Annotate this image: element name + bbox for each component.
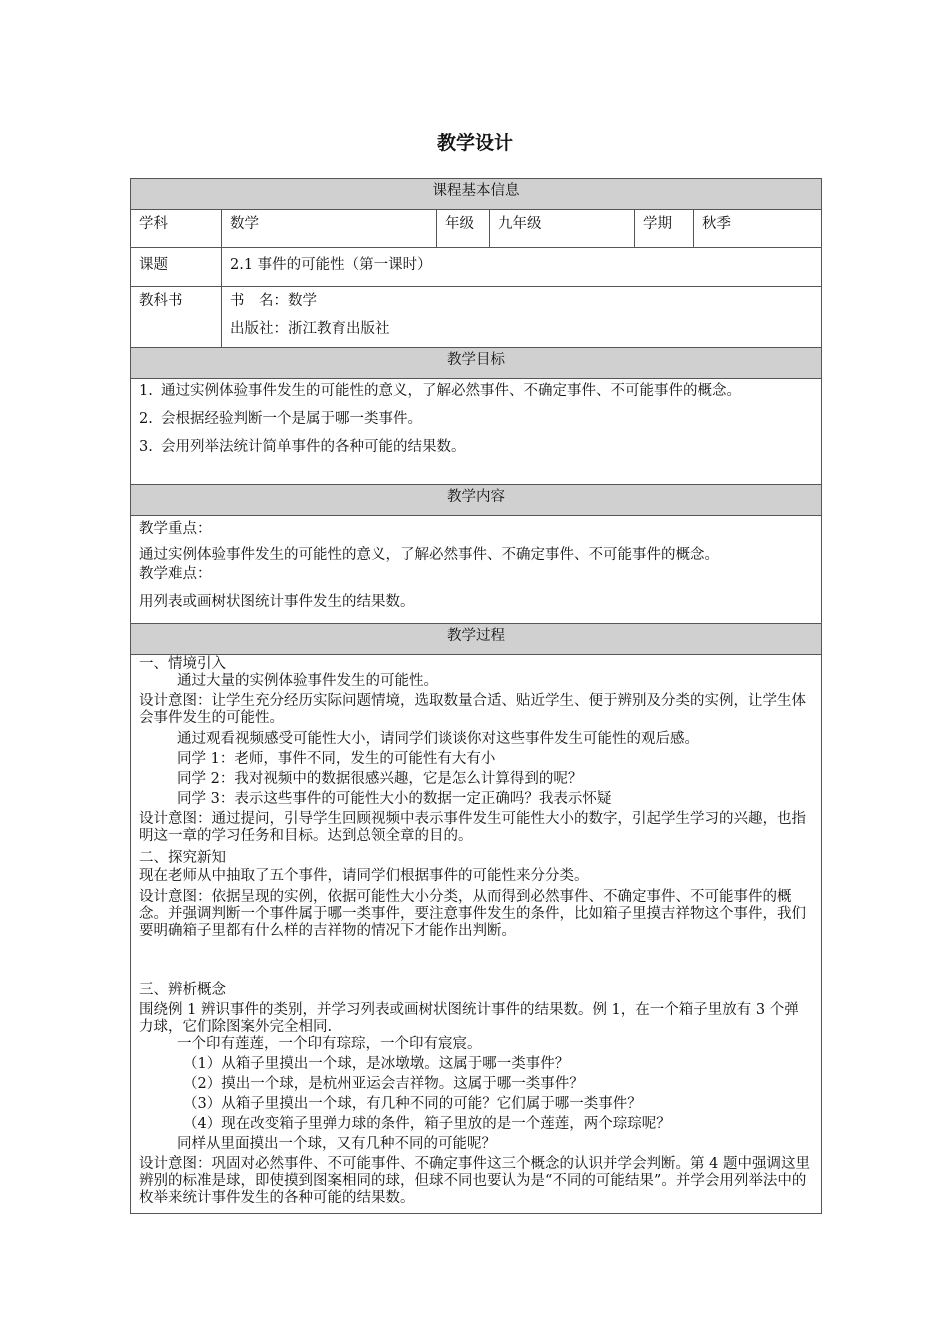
section-title: 三、辨析概念 [139, 982, 226, 998]
paragraph: 围绕例 1 辨识事件的类别，并学习列表或画树状图统计事件的结果数。例 1，在一个箱子里放有 3 个弹力球，它们除图案外完全相同. [139, 1002, 799, 1035]
dialogue-line: 同学 3：表示这些事件的可能性大小的数据一定正确吗？我表示怀疑 [177, 791, 612, 807]
design-intent: 设计意图：通过提问，引导学生回顾视频中表示事件发生可能性大小的数字，引起学生学习的兴趣，也指明这一章的学习任务和目标。达到总领全章的目的。 [139, 811, 806, 844]
difficulty-label: 教学难点： [139, 566, 212, 582]
paragraph: 同样从里面摸出一个球，又有几种不同的可能呢？ [177, 1136, 496, 1152]
objective-item: 3. 会用列举法统计简单事件的各种可能的结果数。 [139, 439, 466, 455]
design-intent: 设计意图：巩固对必然事件、不可能事件、不确定事件这三个概念的认识并学会判断。第 4 题中强调这里辨别的标准是球，即使摸到图案相同的球，但球不同也要认为是“不同的可能结果”。并学会用列举法中的枚举来统计事件发生的各种可能的结果数。 [139, 1156, 810, 1206]
paragraph: 通过观看视频感受可能性大小，请同学们谈谈你对这些事件发生可能性的观后感。 [177, 731, 699, 747]
content-body [131, 516, 822, 624]
textbook-publisher: 出版社：浙江教育出版社 [230, 321, 390, 337]
paragraph: 通过大量的实例体验事件发生的可能性。 [177, 673, 438, 689]
content-header: 教学内容 [131, 485, 822, 516]
term-label: 学期 [635, 210, 694, 248]
section-title: 二、探究新知 [139, 850, 226, 866]
section-title: 一、情境引入 [139, 656, 226, 672]
process-header: 教学过程 [131, 624, 822, 655]
key-point-label: 教学重点： [139, 521, 212, 537]
objectives-header: 教学目标 [131, 348, 822, 379]
topic-label: 课题 [131, 248, 222, 287]
lesson-plan-table [130, 178, 822, 1214]
question-item: （3）从箱子里摸出一个球，有几种不同的可能？它们属于哪一类事件？ [183, 1096, 642, 1112]
difficulty-text: 用列表或画树状图统计事件发生的结果数。 [139, 594, 415, 610]
key-point-text: 通过实例体验事件发生的可能性的意义，了解必然事件、不确定事件、不可能事件的概念。 [139, 547, 719, 563]
textbook-info [222, 287, 822, 348]
grade-value: 九年级 [490, 210, 635, 248]
objectives-list [131, 379, 822, 485]
topic-value: 2.1 事件的可能性（第一课时） [222, 248, 822, 287]
design-intent: 设计意图：依据呈现的实例，依据可能性大小分类，从而得到必然事件、不确定事件、不可能事件的概念。并强调判断一个事件属于哪一类事件，要注意事件发生的条件，比如箱子里摸吉祥物这个事件，我们要明确箱子里都有什么样的吉祥物的情况下才能作出判断。 [139, 889, 806, 939]
objective-item: 2. 会根据经验判断一个是属于哪一类事件。 [139, 411, 422, 427]
design-intent: 设计意图：让学生充分经历实际问题情境，选取数量合适、贴近学生、便于辨别及分类的实例，让学生体会事件发生的可能性。 [139, 693, 806, 726]
objective-item: 1. 通过实例体验事件发生的可能性的意义，了解必然事件、不确定事件、不可能事件的概念。 [139, 383, 741, 399]
dialogue-line: 同学 1：老师，事件不同，发生的可能性有大有小 [177, 751, 496, 767]
subject-value: 数学 [222, 210, 437, 248]
dialogue-line: 同学 2：我对视频中的数据很感兴趣，它是怎么计算得到的呢？ [177, 771, 583, 787]
basic-info-header: 课程基本信息 [131, 179, 822, 210]
page-title: 教学设计 [436, 132, 513, 154]
textbook-name: 书 名：数学 [230, 293, 317, 309]
question-item: （4）现在改变箱子里弹力球的条件，箱子里放的是一个莲莲，两个琮琮呢？ [183, 1116, 671, 1132]
grade-label: 年级 [437, 210, 490, 248]
paragraph: 现在老师从中抽取了五个事件，请同学们根据事件的可能性来分分类。 [139, 868, 589, 884]
paragraph: 一个印有莲莲，一个印有琮琮，一个印有宸宸。 [177, 1036, 482, 1052]
subject-label: 学科 [131, 210, 222, 248]
process-body [131, 655, 822, 1214]
term-value: 秋季 [694, 210, 822, 248]
question-item: （2）摸出一个球，是杭州亚运会吉祥物。这属于哪一类事件？ [183, 1076, 584, 1092]
textbook-label: 教科书 [131, 287, 222, 348]
question-item: （1）从箱子里摸出一个球，是冰墩墩。这属于哪一类事件？ [183, 1056, 570, 1072]
